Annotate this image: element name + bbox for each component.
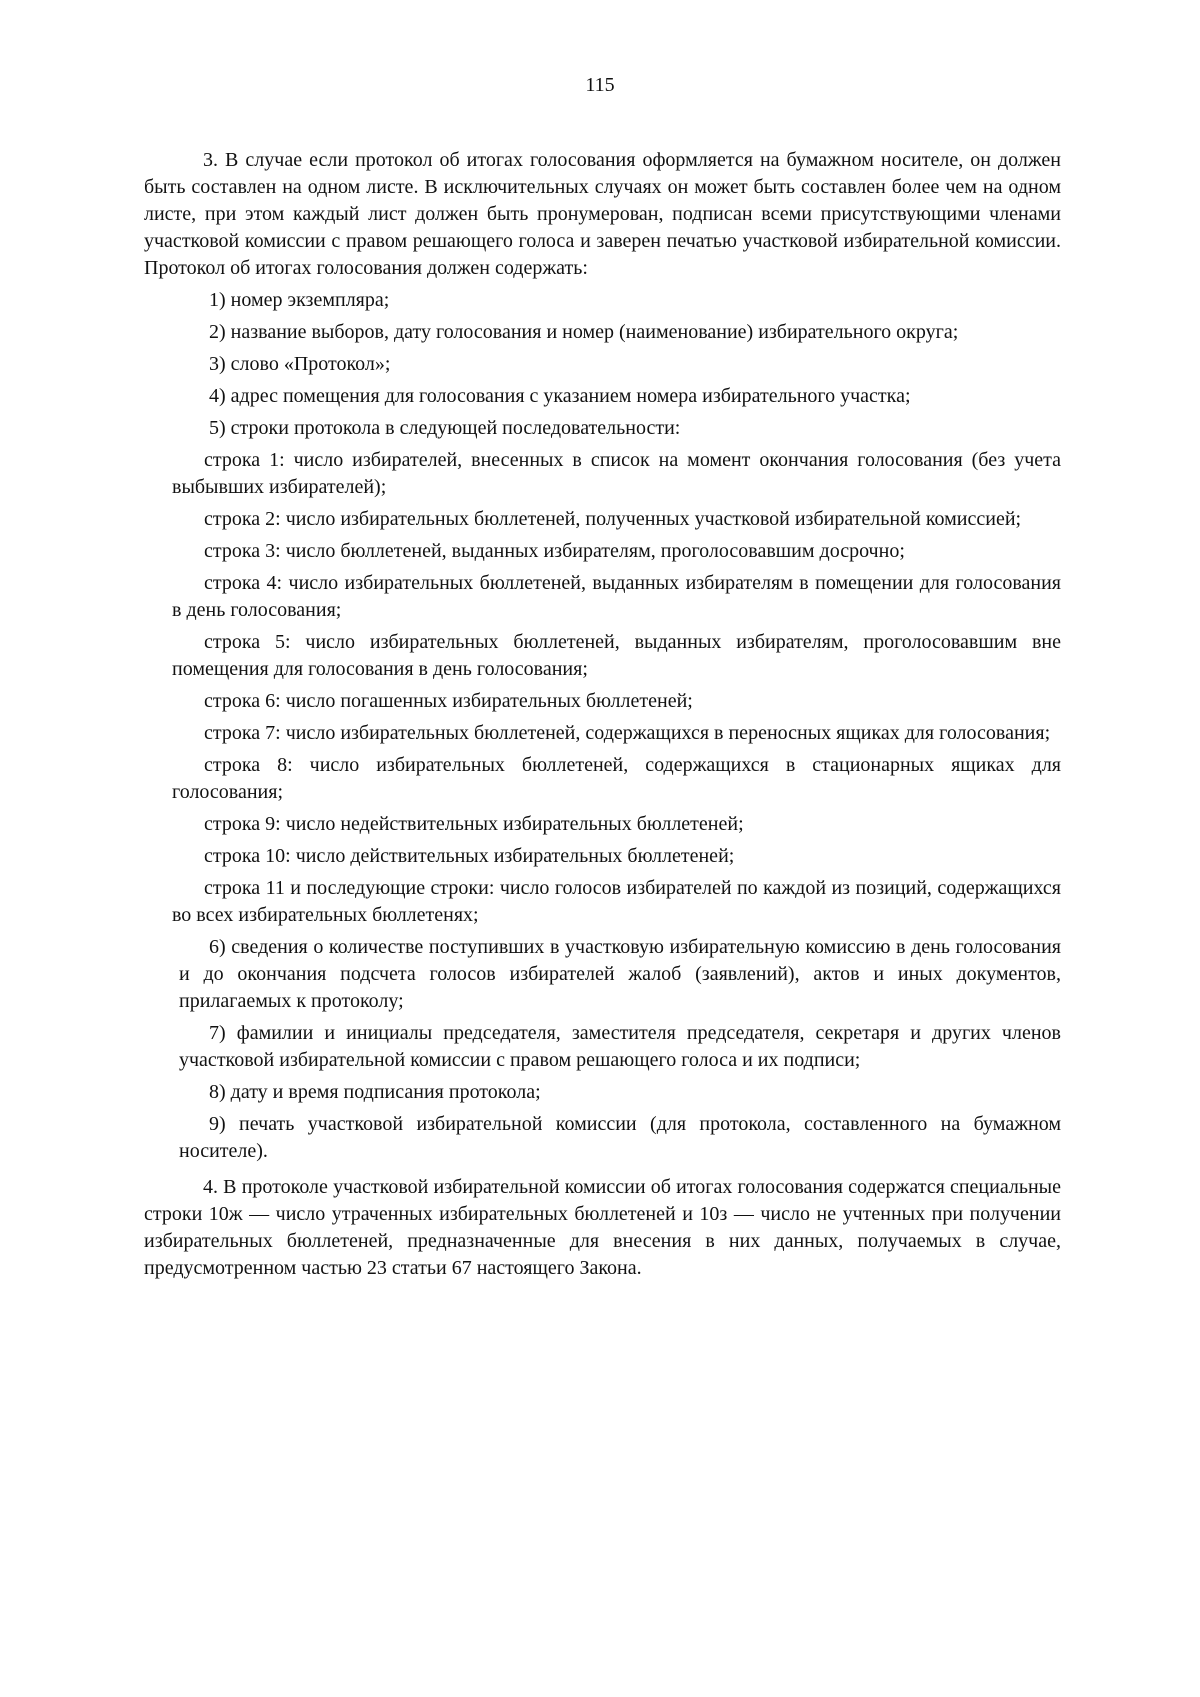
list-item-2: 2) название выборов, дату голосования и номер (наименование) избирательного округа; xyxy=(209,321,959,343)
paragraph-4: 4. В протоколе участковой избирательной комиссии об итогах голосования содержатся специальные строки 10ж — число утраченных избирательных бюллетеней и 10з — число не учтенных при получении избирательных бюллетеней, предназначенные для внесения в них данных, получаемых в случае, предусмотренном частью 23 статьи 67 настоящего Закона. xyxy=(144,1176,1061,1279)
protocol-line-2: строка 2: число избирательных бюллетеней, полученных участковой избирательной комиссией; xyxy=(204,508,1022,530)
list-item-7: 7) фамилии и инициалы председателя, заместителя председателя, секретаря и других членов участковой избирательной комиссии с правом решающего голоса и их подписи; xyxy=(179,1022,1061,1071)
list-item-4: 4) адрес помещения для голосования с указанием номера избирательного участка; xyxy=(209,385,911,407)
protocol-line-9: строка 9: число недействительных избирательных бюллетеней; xyxy=(204,813,744,835)
document-body xyxy=(144,147,1061,1282)
protocol-line-5: строка 5: число избирательных бюллетеней, выданных избирателям, проголосовавшим вне помещения для голосования в день голосования; xyxy=(172,631,1061,680)
protocol-line-10: строка 10: число действительных избирательных бюллетеней; xyxy=(204,845,735,867)
paragraph-3: 3. В случае если протокол об итогах голосования оформляется на бумажном носителе, он должен быть составлен на одном листе. В исключительных случаях он может быть составлен более чем на одном листе, при этом каждый лист должен быть пронумерован, подписан всеми присутствующими членами участковой комиссии с правом решающего голоса и заверен печатью участковой избирательной комиссии. Протокол об итогах голосования должен содержать: xyxy=(144,149,1061,279)
list-item-9: 9) печать участковой избирательной комиссии (для протокола, составленного на бумажном носителе). xyxy=(179,1113,1061,1162)
protocol-line-8: строка 8: число избирательных бюллетеней, содержащихся в стационарных ящиках для голосования; xyxy=(172,754,1061,803)
protocol-line-4: строка 4: число избирательных бюллетеней, выданных избирателям в помещении для голосования в день голосования; xyxy=(172,572,1061,621)
protocol-line-11: строка 11 и последующие строки: число голосов избирателей по каждой из позиций, содержащихся во всех избирательных бюллетенях; xyxy=(172,877,1061,926)
list-item-3: 3) слово «Протокол»; xyxy=(209,353,391,375)
protocol-line-3: строка 3: число бюллетеней, выданных избирателям, проголосовавшим досрочно; xyxy=(204,540,905,562)
page-number: 115 xyxy=(585,74,615,96)
list-item-6: 6) сведения о количестве поступивших в участковую избирательную комиссию в день голосования и до окончания подсчета голосов избирателей жалоб (заявлений), актов и иных документов, прилагаемых к протоколу; xyxy=(179,936,1061,1012)
list-item-8: 8) дату и время подписания протокола; xyxy=(209,1081,541,1103)
list-item-5: 5) строки протокола в следующей последовательности: xyxy=(209,417,681,439)
list-item-1: 1) номер экземпляра; xyxy=(209,289,390,311)
protocol-line-6: строка 6: число погашенных избирательных бюллетеней; xyxy=(204,690,693,712)
protocol-line-1: строка 1: число избирателей, внесенных в список на момент окончания голосования (без учета выбывших избирателей); xyxy=(172,449,1061,498)
protocol-line-7: строка 7: число избирательных бюллетеней, содержащихся в переносных ящиках для голосования; xyxy=(204,722,1051,744)
